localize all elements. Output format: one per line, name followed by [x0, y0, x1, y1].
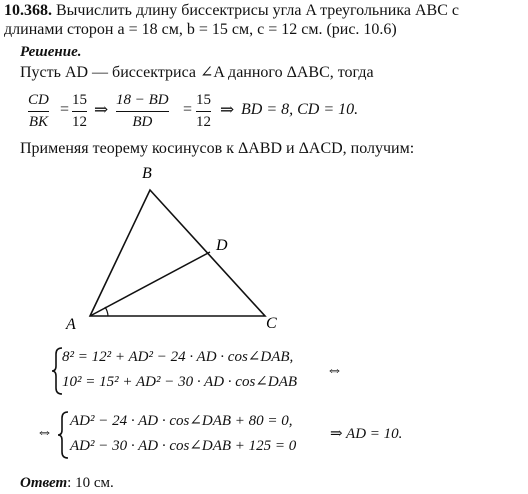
system-2-line-1: AD² − 24 · AD · cos∠DAB + 80 = 0, [70, 413, 293, 429]
problem-text-1: Вычислить длину биссектрисы угла A треугольника ABC с [56, 2, 459, 19]
fraction-15-12-a: 15 12 [72, 92, 87, 131]
equivalence-arrow-2: ⇔ [36, 422, 53, 441]
solution-intro: Пусть AD — биссектриса ∠A данного ΔABC, тогда [20, 64, 374, 81]
implies-arrow-2: ⇒ [220, 100, 235, 119]
fraction-cd-bk: CD BK [28, 92, 49, 131]
triangle-figure [60, 162, 290, 342]
answer-line [20, 474, 114, 492]
result-bd-cd: BD = 8, CD = 10. [241, 101, 359, 118]
bisector-ad [90, 252, 210, 316]
result-ad: ⇒ AD = 10. [330, 426, 403, 442]
problem-line-1 [4, 2, 459, 20]
fraction-18-bd: 18 − BD BD [116, 92, 169, 131]
system-1-line-2: 10² = 15² + AD² − 30 · AD · cos∠DAB [62, 374, 298, 390]
answer-value: : 10 см. [67, 475, 114, 491]
cosine-theorem-text: Применяя теорему косинусов к ΔABD и ΔACD, получим: [20, 140, 415, 157]
vertex-label-b: B [142, 165, 152, 182]
vertex-label-a: A [66, 316, 76, 333]
answer-label: Ответ [20, 475, 68, 491]
angle-arc-a [105, 307, 108, 316]
vertex-label-c: C [266, 315, 277, 332]
solution-heading: Решение. [20, 44, 82, 60]
equivalence-arrow-1: ⇔ [326, 360, 343, 379]
equals-sign-2: = [183, 101, 193, 118]
system-2-brace [58, 410, 70, 460]
vertex-label-d: D [216, 237, 228, 254]
problem-text-2: длинами сторон a = 18 см, b = 15 см, c = 12 см. (рис. 10.6) [4, 21, 397, 38]
triangle-abc [90, 190, 265, 316]
system-2-line-2: AD² − 30 · AD · cos∠DAB + 125 = 0 [70, 438, 297, 454]
equals-sign-1: = [60, 101, 70, 118]
implies-arrow-1: ⇒ [94, 100, 109, 119]
fraction-15-12-b: 15 12 [196, 92, 211, 131]
problem-number: 10.368. [4, 2, 52, 19]
system-1-line-1: 8² = 12² + AD² − 24 · AD · cos∠DAB, [62, 349, 294, 365]
